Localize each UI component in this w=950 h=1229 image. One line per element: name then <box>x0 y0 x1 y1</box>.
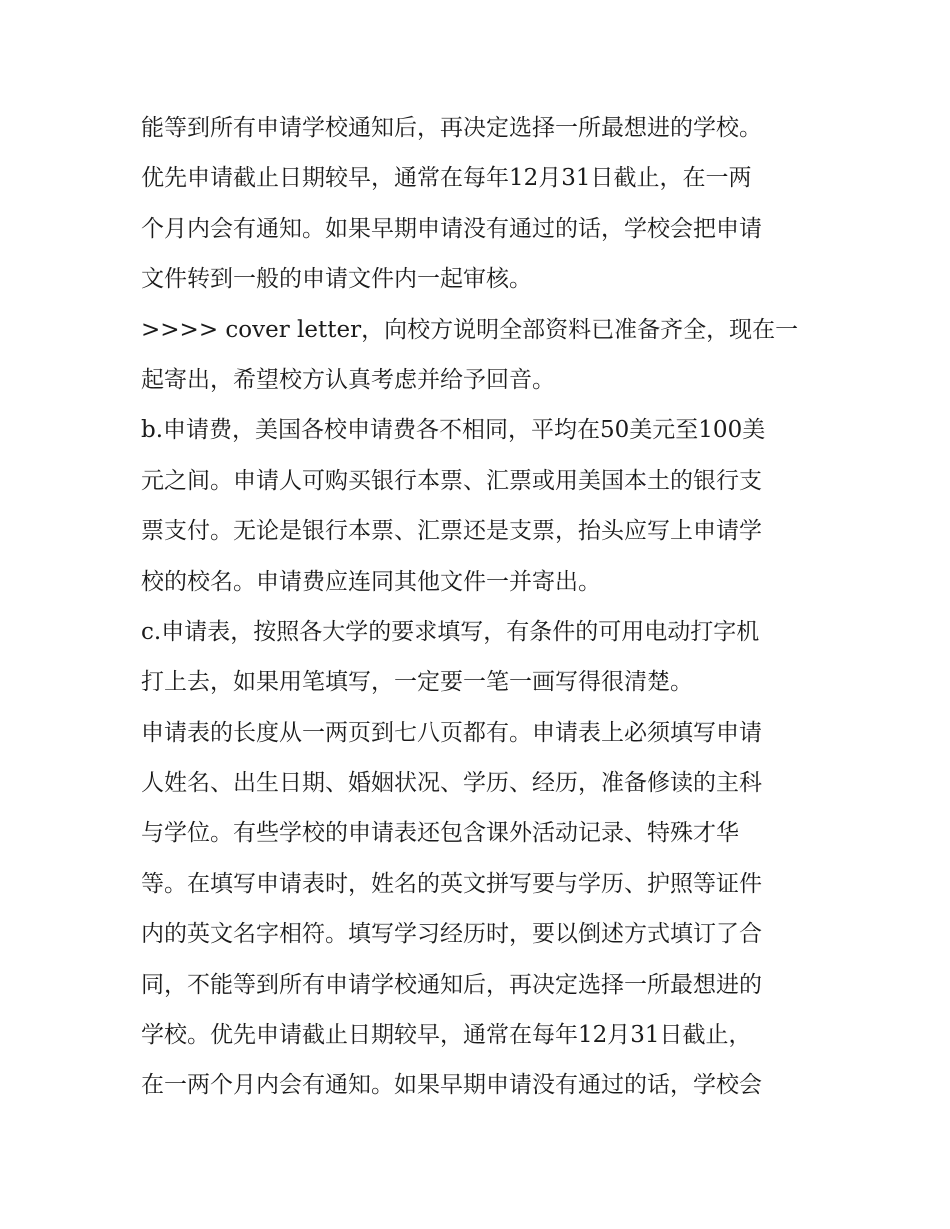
text-line: 文件转到一般的申请文件内一起审核。 <box>141 266 532 293</box>
text-line: 与学位。有些学校的申请表还包含课外活动记录、特殊才华 <box>141 820 739 847</box>
text-line: 内的英文名字相符。填写学习经历时，要以倒述方式填订了合 <box>141 921 762 948</box>
text-line: 优先申请截止日期较早，通常在每年12月31日截止，在一两 <box>141 165 752 192</box>
text-line: 人姓名、出生日期、婚姻状况、学历、经历，准备修读的主科 <box>141 770 762 797</box>
text-line: 元之间。申请人可购买银行本票、汇票或用美国本土的银行支 <box>141 467 762 494</box>
text-line: 申请表的长度从一两页到七八页都有。申请表上必须填写申请 <box>141 719 762 746</box>
text-line: 同，不能等到所有申请学校通知后，再决定选择一所最想进的 <box>141 971 762 998</box>
text-line: 打上去，如果用笔填写，一定要一笔一画写得很清楚。 <box>141 669 693 696</box>
text-line: 票支付。无论是银行本票、汇票还是支票，抬头应写上申请学 <box>141 518 762 545</box>
text-line: 学校。优先申请截止日期较早，通常在每年12月31日截止， <box>141 1022 752 1049</box>
text-line: 校的校名。申请费应连同其他文件一并寄出。 <box>141 568 601 595</box>
body-text <box>141 103 821 1111</box>
text-line: 能等到所有申请学校通知后，再决定选择一所最想进的学校。 <box>141 115 762 141</box>
text-line: b.申请费，美国各校申请费各不相同，平均在50美元至100美 <box>141 417 766 444</box>
text-line: >>>> cover letter，向校方说明全部资料已准备齐全，现在一 <box>141 316 799 343</box>
text-line: 等。在填写申请表时，姓名的英文拼写要与学历、护照等证件 <box>141 870 762 897</box>
text-line: 个月内会有通知。如果早期申请没有通过的话，学校会把申请 <box>141 215 762 242</box>
text-line: 在一两个月内会有通知。如果早期申请没有通过的话，学校会 <box>141 1072 762 1099</box>
text-line: 起寄出，希望校方认真考虑并给予回音。 <box>141 366 555 393</box>
text-line: c.申请表，按照各大学的要求填写，有条件的可用电动打字机 <box>141 618 760 645</box>
